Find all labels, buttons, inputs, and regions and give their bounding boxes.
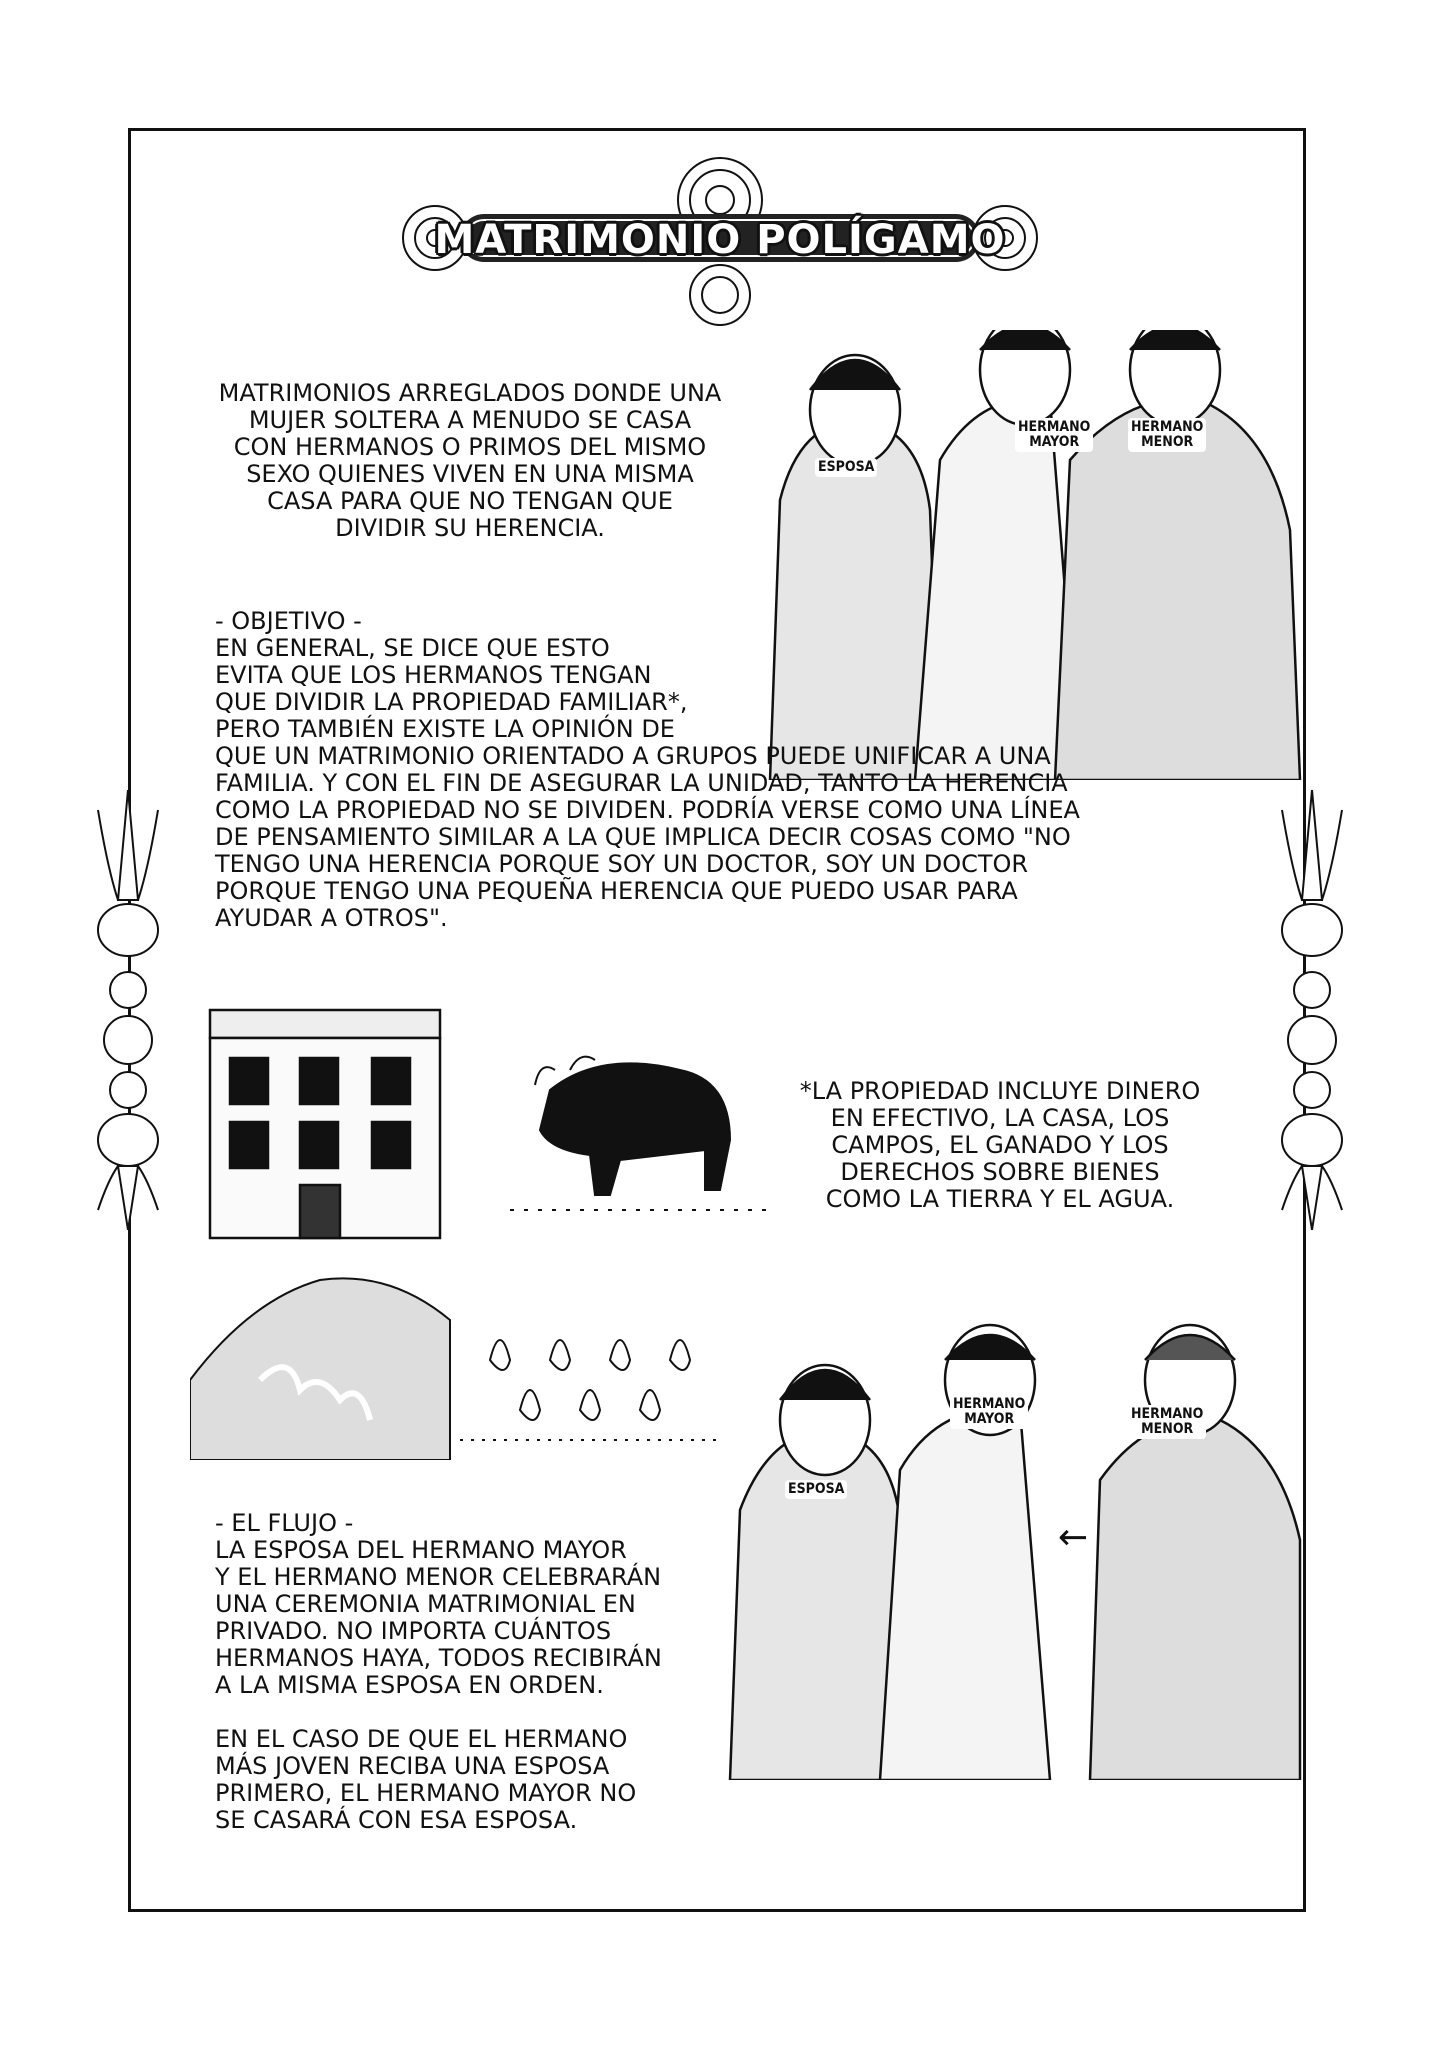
label-older-brother-bottom: HERMANO MAYOR [950, 1395, 1028, 1429]
figures-illustration-top [750, 330, 1310, 780]
label-wife-bottom: ESPOSA [785, 1480, 847, 1499]
field-illustration [460, 1300, 720, 1450]
page-title: MATRIMONIO POLÍGAMO [434, 217, 1006, 263]
land-illustration [190, 1260, 460, 1460]
flow-heading: - EL FLUJO - [215, 1509, 354, 1537]
intro-text: MATRIMONIOS ARREGLADOS DONDE UNA MUJER SOLTERA A MENUDO SE CASA CON HERMANOS O PRIMOS DEL MISMO SEXO QUIENES VIVEN EN UNA MISMA CASA PARA QUE NO TENGAN QUE DIVIDIR SU HERENCIA. [218, 379, 722, 542]
label-younger-brother-bottom: HERMANO MENOR [1128, 1405, 1206, 1439]
vajra-left-ornament [88, 790, 168, 1230]
arrow-left-icon: ← [1058, 1517, 1089, 1558]
property-note: *LA PROPIEDAD INCLUYE DINERO EN EFECTIVO, LA CASA, LOS CAMPOS, EL GANADO Y LOS DERECHOS SOBRE BIENES COMO LA TIERRA Y EL AGUA. [799, 1077, 1201, 1213]
objective-body-narrow: EN GENERAL, SE DICE QUE ESTO EVITA QUE LOS HERMANOS TENGAN QUE DIVIDIR LA PROPIEDAD FAMILIAR*, PERO TAMBIÉN EXISTE LA OPINIÓN DE [215, 634, 688, 743]
flow-body-second: EN EL CASO DE QUE EL HERMANO MÁS JOVEN RECIBA UNA ESPOSA PRIMERO, EL HERMANO MAYOR NO SE CASARÁ CON ESA ESPOSA. [215, 1725, 637, 1834]
objective-body-wide: QUE UN MATRIMONIO ORIENTADO A GRUPOS PUEDE UNIFICAR A UNA FAMILIA. Y CON EL FIN DE ASEGURAR LA UNIDAD, TANTO LA HERENCIA COMO LA PROPIEDAD NO SE DIVIDEN. PODRÍA VERSE COMO UNA LÍNEA DE PENSAMIENTO SIMILAR A LA QUE IMPLICA DECIR COSAS COMO "NO TENGO UNA HERENCIA PORQUE SOY UN DOCTOR, SOY UN DOCTOR PORQUE TENGO UNA PEQUEÑA HERENCIA QUE PUEDO USAR PARA AYUDAR A OTROS". [215, 742, 1080, 932]
label-younger-brother-top: HERMANO MENOR [1128, 418, 1206, 452]
objective-heading: - OBJETIVO - [215, 607, 362, 635]
label-older-brother-top: HERMANO MAYOR [1015, 418, 1093, 452]
label-wife-top: ESPOSA [815, 458, 877, 477]
house-illustration [200, 1000, 450, 1240]
title-plate [400, 170, 1040, 310]
flow-body: LA ESPOSA DEL HERMANO MAYOR Y EL HERMANO MENOR CELEBRARÁN UNA CEREMONIA MATRIMONIAL EN PRIVADO. NO IMPORTA CUÁNTOS HERMANOS HAYA, TODOS RECIBIRÁN A LA MISMA ESPOSA EN ORDEN. [215, 1536, 662, 1699]
figures-illustration-bottom [720, 1077, 1310, 1780]
